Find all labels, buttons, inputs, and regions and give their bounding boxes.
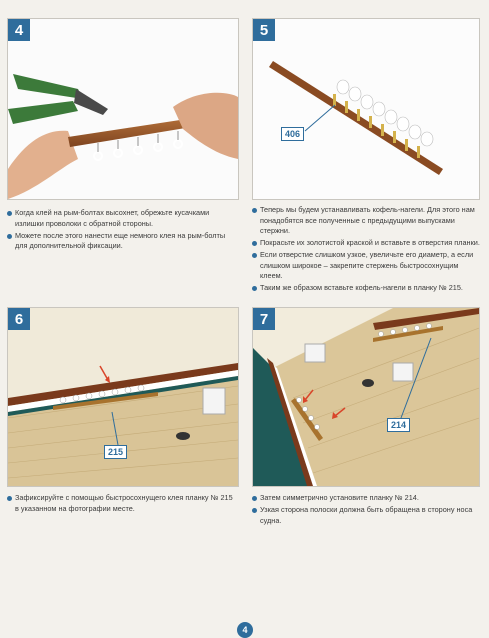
step-4-illustration — [8, 19, 238, 199]
step-6-text-1: Зафиксируйте с помощью быстросохнущего клея планку № 215 в указанном на фотографии месте. — [7, 493, 237, 514]
step-6-photo — [7, 307, 239, 487]
step-4-instructions — [7, 208, 237, 253]
step-6-instructions — [7, 493, 237, 516]
step-4-text-2: Можете после этого нанести еще немного клея на рым-болты для дополнительной фиксации. — [7, 231, 237, 252]
step-5-badge: 5 — [253, 19, 275, 41]
step-5-text-3: Если отверстие слишком узкое, увеличьте его диаметр, а если слишком широкое – закрепите стержень быстросохнущим клеем. — [252, 250, 480, 282]
step-5-illustration — [253, 19, 479, 199]
step-5-photo — [252, 18, 480, 200]
step-6-badge: 6 — [8, 308, 30, 330]
step-4-photo — [7, 18, 239, 200]
step-7-photo — [252, 307, 480, 487]
step-7-text-2: Узкая сторона полоски должна быть обращена в сторону носа судна. — [252, 505, 480, 526]
page-number: 4 — [237, 622, 253, 638]
callout-406: 406 — [281, 127, 304, 141]
step-5-text-4: Таким же образом вставьте кофель-нагели в планку № 215. — [252, 283, 480, 294]
step-7-illustration — [253, 308, 479, 486]
step-7-text-1: Затем симметрично установите планку № 214. — [252, 493, 480, 504]
callout-215: 215 — [104, 445, 127, 459]
step-4-text-1: Когда клей на рым-болтах высохнет, обрежьте кусачками излишки проволоки с обратной стороны. — [7, 208, 237, 229]
step-5-instructions — [252, 205, 480, 295]
step-7-instructions — [252, 493, 480, 528]
callout-214: 214 — [387, 418, 410, 432]
step-5-text-2: Покрасьте их золотистой краской и вставьте в отверстия планки. — [252, 238, 480, 249]
step-6-illustration — [8, 308, 238, 486]
step-4-badge: 4 — [8, 19, 30, 41]
step-7-badge: 7 — [253, 308, 275, 330]
step-5-text-1: Теперь мы будем устанавливать кофель-нагели. Для этого нам понадобятся все полученные с предыдущими выпусками стержни. — [252, 205, 480, 237]
